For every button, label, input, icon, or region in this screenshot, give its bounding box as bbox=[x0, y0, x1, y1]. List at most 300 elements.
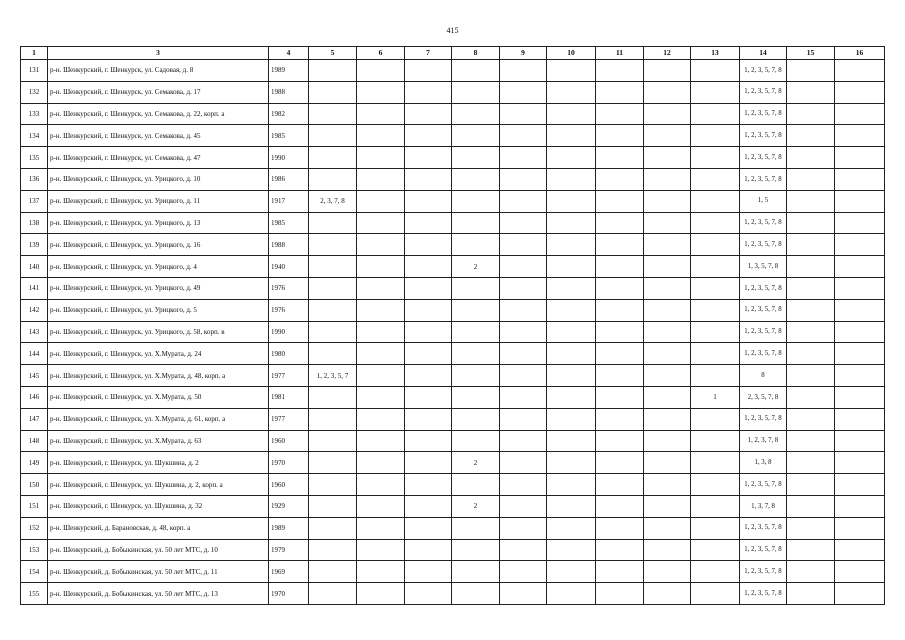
empty-cell bbox=[357, 212, 405, 234]
empty-cell bbox=[405, 212, 452, 234]
year-cell: 1977 bbox=[269, 408, 309, 430]
address-cell: р-н. Шенкурский, д. Бобыкинская, ул. 50 лет МТС, д. 13 bbox=[48, 583, 269, 605]
empty-cell bbox=[596, 474, 644, 496]
address-cell: р-н. Шенкурский, г. Шенкурск, ул. Семакова, д. 22, корп. а bbox=[48, 103, 269, 125]
empty-cell bbox=[405, 343, 452, 365]
empty-cell bbox=[596, 234, 644, 256]
col-5-cell bbox=[309, 81, 357, 103]
col-14-cell: 1, 3, 5, 7, 8 bbox=[740, 256, 787, 278]
empty-cell bbox=[835, 212, 885, 234]
empty-cell bbox=[357, 474, 405, 496]
column-header: 13 bbox=[691, 47, 740, 60]
empty-cell bbox=[500, 168, 547, 190]
year-cell: 1979 bbox=[269, 539, 309, 561]
empty-cell bbox=[405, 474, 452, 496]
empty-cell bbox=[787, 234, 835, 256]
row-number-cell: 131 bbox=[21, 60, 48, 82]
table-row bbox=[21, 321, 885, 343]
col-14-cell: 1, 2, 3, 5, 7, 8 bbox=[740, 168, 787, 190]
year-cell: 1970 bbox=[269, 583, 309, 605]
empty-cell bbox=[500, 256, 547, 278]
col-13-cell bbox=[691, 583, 740, 605]
empty-cell bbox=[835, 430, 885, 452]
empty-cell bbox=[500, 430, 547, 452]
year-cell: 1985 bbox=[269, 125, 309, 147]
col-5-cell bbox=[309, 386, 357, 408]
col-8-cell bbox=[452, 517, 500, 539]
empty-cell bbox=[787, 583, 835, 605]
empty-cell bbox=[787, 190, 835, 212]
col-14-cell: 1, 2, 3, 5, 7, 8 bbox=[740, 60, 787, 82]
address-cell: р-н. Шенкурский, д. Барановская, д. 48, корп. а bbox=[48, 517, 269, 539]
col-5-cell bbox=[309, 234, 357, 256]
empty-cell bbox=[547, 561, 596, 583]
empty-cell bbox=[500, 408, 547, 430]
table-row bbox=[21, 60, 885, 82]
col-8-cell bbox=[452, 321, 500, 343]
col-13-cell bbox=[691, 517, 740, 539]
year-cell: 1970 bbox=[269, 452, 309, 474]
column-header: 15 bbox=[787, 47, 835, 60]
col-8-cell bbox=[452, 277, 500, 299]
empty-cell bbox=[787, 561, 835, 583]
empty-cell bbox=[644, 168, 691, 190]
col-8-cell bbox=[452, 190, 500, 212]
empty-cell bbox=[835, 60, 885, 82]
row-number-cell: 135 bbox=[21, 147, 48, 169]
empty-cell bbox=[500, 125, 547, 147]
empty-cell bbox=[405, 299, 452, 321]
empty-cell bbox=[596, 299, 644, 321]
col-13-cell bbox=[691, 256, 740, 278]
empty-cell bbox=[644, 583, 691, 605]
empty-cell bbox=[357, 408, 405, 430]
empty-cell bbox=[644, 190, 691, 212]
empty-cell bbox=[835, 495, 885, 517]
empty-cell bbox=[500, 81, 547, 103]
empty-cell bbox=[547, 103, 596, 125]
empty-cell bbox=[547, 452, 596, 474]
col-8-cell bbox=[452, 583, 500, 605]
empty-cell bbox=[357, 452, 405, 474]
empty-cell bbox=[787, 365, 835, 387]
empty-cell bbox=[644, 60, 691, 82]
empty-cell bbox=[547, 147, 596, 169]
empty-cell bbox=[787, 277, 835, 299]
empty-cell bbox=[405, 256, 452, 278]
empty-cell bbox=[357, 190, 405, 212]
col-8-cell bbox=[452, 168, 500, 190]
empty-cell bbox=[787, 103, 835, 125]
empty-cell bbox=[357, 81, 405, 103]
col-8-cell bbox=[452, 430, 500, 452]
col-13-cell bbox=[691, 277, 740, 299]
row-number-cell: 142 bbox=[21, 299, 48, 321]
address-cell: р-н. Шенкурский, г. Шенкурск, ул. Урицкого, д. 58, корп. в bbox=[48, 321, 269, 343]
col-14-cell: 1, 2, 3, 5, 7, 8 bbox=[740, 321, 787, 343]
col-5-cell bbox=[309, 408, 357, 430]
row-number-cell: 151 bbox=[21, 495, 48, 517]
col-8-cell bbox=[452, 343, 500, 365]
empty-cell bbox=[500, 365, 547, 387]
empty-cell bbox=[405, 561, 452, 583]
col-8-cell bbox=[452, 81, 500, 103]
empty-cell bbox=[547, 190, 596, 212]
year-cell: 1988 bbox=[269, 234, 309, 256]
empty-cell bbox=[596, 147, 644, 169]
row-number-cell: 144 bbox=[21, 343, 48, 365]
col-5-cell bbox=[309, 212, 357, 234]
empty-cell bbox=[644, 561, 691, 583]
table-row bbox=[21, 561, 885, 583]
col-14-cell: 1, 2, 3, 5, 7, 8 bbox=[740, 277, 787, 299]
col-13-cell bbox=[691, 561, 740, 583]
empty-cell bbox=[500, 452, 547, 474]
empty-cell bbox=[500, 343, 547, 365]
empty-cell bbox=[644, 81, 691, 103]
empty-cell bbox=[596, 168, 644, 190]
empty-cell bbox=[787, 474, 835, 496]
col-14-cell: 1, 2, 3, 5, 7, 8 bbox=[740, 81, 787, 103]
empty-cell bbox=[596, 365, 644, 387]
empty-cell bbox=[547, 539, 596, 561]
empty-cell bbox=[787, 299, 835, 321]
empty-cell bbox=[547, 321, 596, 343]
col-8-cell bbox=[452, 125, 500, 147]
address-cell: р-н. Шенкурский, г. Шенкурск, ул. Х.Мурата, д. 48, корп. а bbox=[48, 365, 269, 387]
empty-cell bbox=[357, 517, 405, 539]
col-13-cell bbox=[691, 408, 740, 430]
empty-cell bbox=[547, 256, 596, 278]
empty-cell bbox=[357, 386, 405, 408]
table-row bbox=[21, 125, 885, 147]
page-number: 415 bbox=[446, 26, 459, 35]
row-number-cell: 143 bbox=[21, 321, 48, 343]
address-cell: р-н. Шенкурский, г. Шенкурск, ул. Урицкого, д. 4 bbox=[48, 256, 269, 278]
empty-cell bbox=[596, 495, 644, 517]
col-14-cell: 1, 2, 3, 5, 7, 8 bbox=[740, 103, 787, 125]
address-cell: р-н. Шенкурский, г. Шенкурск, ул. Урицкого, д. 5 bbox=[48, 299, 269, 321]
table-row bbox=[21, 277, 885, 299]
empty-cell bbox=[644, 277, 691, 299]
address-cell: р-н. Шенкурский, г. Шенкурск, ул. Урицкого, д. 49 bbox=[48, 277, 269, 299]
empty-cell bbox=[357, 168, 405, 190]
col-8-cell bbox=[452, 212, 500, 234]
row-number-cell: 133 bbox=[21, 103, 48, 125]
empty-cell bbox=[644, 517, 691, 539]
empty-cell bbox=[835, 343, 885, 365]
col-5-cell bbox=[309, 256, 357, 278]
col-5-cell bbox=[309, 452, 357, 474]
empty-cell bbox=[596, 561, 644, 583]
empty-cell bbox=[787, 343, 835, 365]
empty-cell bbox=[787, 147, 835, 169]
col-8-cell bbox=[452, 147, 500, 169]
row-number-cell: 139 bbox=[21, 234, 48, 256]
col-5-cell bbox=[309, 495, 357, 517]
col-14-cell: 1, 5 bbox=[740, 190, 787, 212]
col-13-cell bbox=[691, 60, 740, 82]
col-5-cell bbox=[309, 147, 357, 169]
row-number-cell: 140 bbox=[21, 256, 48, 278]
col-8-cell: 2 bbox=[452, 495, 500, 517]
table-header bbox=[21, 47, 885, 60]
empty-cell bbox=[405, 517, 452, 539]
empty-cell bbox=[357, 365, 405, 387]
address-cell: р-н. Шенкурский, г. Шенкурск, ул. Садовая, д. 8 bbox=[48, 60, 269, 82]
empty-cell bbox=[500, 495, 547, 517]
col-13-cell bbox=[691, 190, 740, 212]
row-number-cell: 132 bbox=[21, 81, 48, 103]
empty-cell bbox=[547, 168, 596, 190]
empty-cell bbox=[596, 430, 644, 452]
column-header: 9 bbox=[500, 47, 547, 60]
table-row bbox=[21, 452, 885, 474]
table-row bbox=[21, 474, 885, 496]
empty-cell bbox=[787, 408, 835, 430]
col-5-cell bbox=[309, 517, 357, 539]
table-row bbox=[21, 299, 885, 321]
empty-cell bbox=[835, 321, 885, 343]
empty-cell bbox=[835, 452, 885, 474]
column-header: 1 bbox=[21, 47, 48, 60]
empty-cell bbox=[547, 430, 596, 452]
empty-cell bbox=[787, 125, 835, 147]
col-14-cell: 1, 2, 3, 5, 7, 8 bbox=[740, 343, 787, 365]
year-cell: 1982 bbox=[269, 103, 309, 125]
col-14-cell: 1, 2, 3, 5, 7, 8 bbox=[740, 147, 787, 169]
col-8-cell bbox=[452, 365, 500, 387]
col-5-cell: 2, 3, 7, 8 bbox=[309, 190, 357, 212]
empty-cell bbox=[357, 256, 405, 278]
empty-cell bbox=[644, 299, 691, 321]
row-number-cell: 134 bbox=[21, 125, 48, 147]
empty-cell bbox=[835, 147, 885, 169]
address-cell: р-н. Шенкурский, д. Бобыкинская, ул. 50 лет МТС, д. 11 bbox=[48, 561, 269, 583]
year-cell: 1990 bbox=[269, 147, 309, 169]
empty-cell bbox=[405, 81, 452, 103]
year-cell: 1969 bbox=[269, 561, 309, 583]
col-13-cell bbox=[691, 81, 740, 103]
empty-cell bbox=[405, 168, 452, 190]
table-row bbox=[21, 168, 885, 190]
col-13-cell bbox=[691, 452, 740, 474]
col-13-cell bbox=[691, 212, 740, 234]
empty-cell bbox=[835, 190, 885, 212]
empty-cell bbox=[787, 495, 835, 517]
col-5-cell bbox=[309, 343, 357, 365]
header-row bbox=[21, 47, 885, 60]
empty-cell bbox=[835, 277, 885, 299]
col-5-cell bbox=[309, 474, 357, 496]
table-row bbox=[21, 81, 885, 103]
address-cell: р-н. Шенкурский, г. Шенкурск, ул. Урицкого, д. 11 bbox=[48, 190, 269, 212]
empty-cell bbox=[357, 277, 405, 299]
col-14-cell: 1, 2, 3, 5, 7, 8 bbox=[740, 583, 787, 605]
year-cell: 1940 bbox=[269, 256, 309, 278]
empty-cell bbox=[644, 125, 691, 147]
empty-cell bbox=[644, 321, 691, 343]
column-header: 7 bbox=[405, 47, 452, 60]
address-cell: р-н. Шенкурский, г. Шенкурск, ул. Шукшина, д. 2 bbox=[48, 452, 269, 474]
column-header: 5 bbox=[309, 47, 357, 60]
empty-cell bbox=[405, 408, 452, 430]
table-row bbox=[21, 190, 885, 212]
column-header: 4 bbox=[269, 47, 309, 60]
empty-cell bbox=[835, 386, 885, 408]
empty-cell bbox=[547, 81, 596, 103]
empty-cell bbox=[405, 147, 452, 169]
empty-cell bbox=[787, 212, 835, 234]
empty-cell bbox=[500, 474, 547, 496]
col-14-cell: 1, 2, 3, 5, 7, 8 bbox=[740, 299, 787, 321]
year-cell: 1917 bbox=[269, 190, 309, 212]
empty-cell bbox=[644, 343, 691, 365]
empty-cell bbox=[405, 495, 452, 517]
year-cell: 1989 bbox=[269, 60, 309, 82]
col-14-cell: 1, 2, 3, 5, 7, 8 bbox=[740, 212, 787, 234]
empty-cell bbox=[644, 430, 691, 452]
empty-cell bbox=[835, 365, 885, 387]
empty-cell bbox=[357, 495, 405, 517]
col-5-cell bbox=[309, 103, 357, 125]
empty-cell bbox=[835, 81, 885, 103]
empty-cell bbox=[357, 60, 405, 82]
col-14-cell: 1, 3, 7, 8 bbox=[740, 495, 787, 517]
row-number-cell: 147 bbox=[21, 408, 48, 430]
empty-cell bbox=[547, 517, 596, 539]
col-14-cell: 1, 2, 3, 5, 7, 8 bbox=[740, 561, 787, 583]
empty-cell bbox=[357, 583, 405, 605]
empty-cell bbox=[596, 517, 644, 539]
address-cell: р-н. Шенкурский, г. Шенкурск, ул. Шукшина, д. 32 bbox=[48, 495, 269, 517]
empty-cell bbox=[644, 386, 691, 408]
column-header: 12 bbox=[644, 47, 691, 60]
empty-cell bbox=[835, 561, 885, 583]
empty-cell bbox=[787, 517, 835, 539]
empty-cell bbox=[644, 495, 691, 517]
empty-cell bbox=[500, 561, 547, 583]
table-body bbox=[21, 60, 885, 605]
col-14-cell: 1, 2, 3, 5, 7, 8 bbox=[740, 125, 787, 147]
empty-cell bbox=[596, 539, 644, 561]
empty-cell bbox=[596, 190, 644, 212]
empty-cell bbox=[787, 60, 835, 82]
address-cell: р-н. Шенкурский, г. Шенкурск, ул. Урицкого, д. 13 bbox=[48, 212, 269, 234]
col-5-cell bbox=[309, 430, 357, 452]
col-5-cell: 1, 2, 3, 5, 7 bbox=[309, 365, 357, 387]
empty-cell bbox=[596, 583, 644, 605]
year-cell: 1985 bbox=[269, 212, 309, 234]
registry-table bbox=[20, 46, 885, 605]
year-cell: 1960 bbox=[269, 430, 309, 452]
empty-cell bbox=[500, 277, 547, 299]
col-14-cell: 1, 2, 3, 5, 7, 8 bbox=[740, 539, 787, 561]
empty-cell bbox=[405, 583, 452, 605]
table-row bbox=[21, 386, 885, 408]
col-8-cell bbox=[452, 234, 500, 256]
address-cell: р-н. Шенкурский, г. Шенкурск, ул. Семакова, д. 47 bbox=[48, 147, 269, 169]
col-14-cell: 1, 2, 3, 5, 7, 8 bbox=[740, 474, 787, 496]
empty-cell bbox=[405, 365, 452, 387]
empty-cell bbox=[547, 343, 596, 365]
col-13-cell bbox=[691, 103, 740, 125]
row-number-cell: 155 bbox=[21, 583, 48, 605]
empty-cell bbox=[547, 365, 596, 387]
empty-cell bbox=[357, 430, 405, 452]
col-14-cell: 1, 2, 3, 5, 7, 8 bbox=[740, 234, 787, 256]
table-row bbox=[21, 539, 885, 561]
col-13-cell bbox=[691, 299, 740, 321]
empty-cell bbox=[596, 277, 644, 299]
empty-cell bbox=[547, 212, 596, 234]
empty-cell bbox=[835, 517, 885, 539]
year-cell: 1977 bbox=[269, 365, 309, 387]
empty-cell bbox=[500, 517, 547, 539]
empty-cell bbox=[787, 452, 835, 474]
empty-cell bbox=[596, 256, 644, 278]
col-8-cell: 2 bbox=[452, 452, 500, 474]
col-5-cell bbox=[309, 583, 357, 605]
empty-cell bbox=[596, 321, 644, 343]
empty-cell bbox=[835, 168, 885, 190]
address-cell: р-н. Шенкурский, г. Шенкурск, ул. Семакова, д. 17 bbox=[48, 81, 269, 103]
empty-cell bbox=[835, 408, 885, 430]
col-5-cell bbox=[309, 539, 357, 561]
table-row bbox=[21, 408, 885, 430]
empty-cell bbox=[596, 81, 644, 103]
empty-cell bbox=[644, 147, 691, 169]
empty-cell bbox=[405, 190, 452, 212]
col-5-cell bbox=[309, 321, 357, 343]
year-cell: 1988 bbox=[269, 81, 309, 103]
empty-cell bbox=[596, 408, 644, 430]
empty-cell bbox=[787, 386, 835, 408]
col-13-cell bbox=[691, 343, 740, 365]
empty-cell bbox=[547, 234, 596, 256]
row-number-cell: 141 bbox=[21, 277, 48, 299]
empty-cell bbox=[835, 474, 885, 496]
col-5-cell bbox=[309, 168, 357, 190]
table-row bbox=[21, 430, 885, 452]
empty-cell bbox=[644, 103, 691, 125]
row-number-cell: 154 bbox=[21, 561, 48, 583]
empty-cell bbox=[405, 60, 452, 82]
empty-cell bbox=[787, 168, 835, 190]
year-cell: 1976 bbox=[269, 299, 309, 321]
row-number-cell: 138 bbox=[21, 212, 48, 234]
table-row bbox=[21, 517, 885, 539]
empty-cell bbox=[835, 539, 885, 561]
empty-cell bbox=[405, 234, 452, 256]
column-header: 8 bbox=[452, 47, 500, 60]
col-13-cell bbox=[691, 430, 740, 452]
empty-cell bbox=[547, 583, 596, 605]
empty-cell bbox=[787, 81, 835, 103]
row-number-cell: 145 bbox=[21, 365, 48, 387]
col-13-cell bbox=[691, 147, 740, 169]
col-5-cell bbox=[309, 60, 357, 82]
empty-cell bbox=[500, 583, 547, 605]
col-8-cell bbox=[452, 103, 500, 125]
col-13-cell bbox=[691, 168, 740, 190]
table-row bbox=[21, 234, 885, 256]
col-13-cell bbox=[691, 125, 740, 147]
empty-cell bbox=[357, 147, 405, 169]
empty-cell bbox=[644, 452, 691, 474]
empty-cell bbox=[596, 60, 644, 82]
empty-cell bbox=[787, 321, 835, 343]
